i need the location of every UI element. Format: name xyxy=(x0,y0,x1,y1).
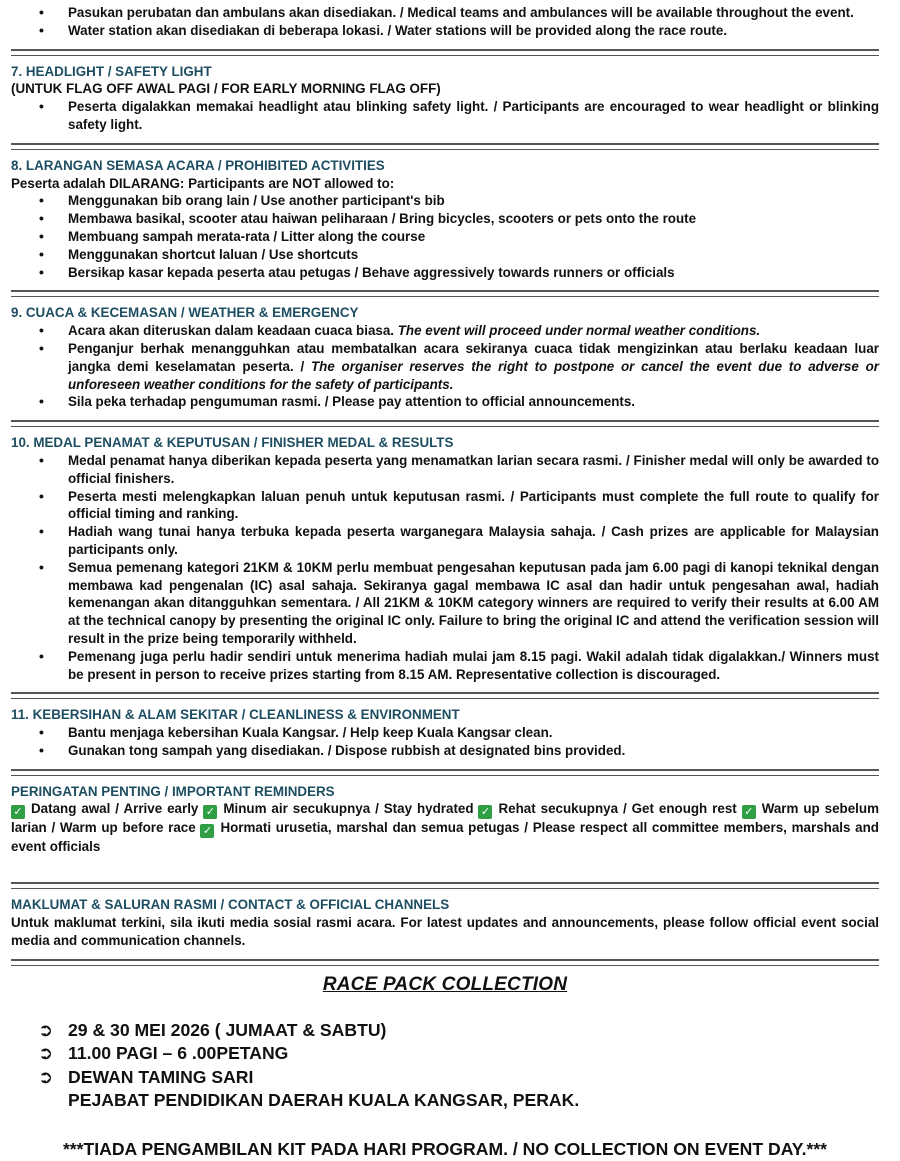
section-intro: Peserta adalah DILARANG: Participants are NOT allowed to: xyxy=(11,175,395,191)
reminder-item: Warm up sebelum larian / Warm up before race xyxy=(11,801,879,836)
list-item: • Peserta mesti melengkapkan laluan penuh untuk keputusan rasmi. / Participants must complete the full route to qualify for official timing and ranking. xyxy=(11,488,879,524)
reminder-item: Datang awal / Arrive early xyxy=(31,801,199,817)
section-headlight xyxy=(11,63,879,134)
list-item: • Gunakan tong sampah yang disediakan. / Dispose rubbish at designated bins provided. xyxy=(11,742,879,760)
bullet-list xyxy=(11,724,879,760)
reminder-item: Hormati urusetia, marshal dan semua petugas / Please respect all committee members, marshals and event officials xyxy=(11,820,879,855)
list-item-ms: Penganjur berhak menangguhkan atau membatalkan acara sekiranya cuaca tidak mengizinkan atau berlaku keadaan luar jangka demi keselamatan peserta. / xyxy=(68,340,879,374)
section-divider xyxy=(11,420,879,427)
section-cleanliness xyxy=(11,706,879,759)
section-weather xyxy=(11,304,879,411)
arrow-right-icon: ➲ xyxy=(38,1043,54,1064)
list-item-ms: Acara akan diteruskan dalam keadaan cuaca biasa. xyxy=(68,323,395,339)
check-mark-icon: ✓ xyxy=(200,824,214,838)
section-divider xyxy=(11,49,879,56)
list-item: • Hadiah wang tunai hanya terbuka kepada peserta warganegara Malaysia sahaja. / Cash prizes are applicable for Malaysian participants only. xyxy=(11,523,879,559)
bullet-list xyxy=(11,98,879,134)
list-item: • Membuang sampah merata-rata / Litter along the course xyxy=(11,228,879,246)
list-item: • Semua pemenang kategori 21KM & 10KM perlu membuat pengesahan keputusan pada jam 6.00 pagi di kanopi teknikal dengan membawa kad pengenalan (IC) asal sahaja. Sekiranya gagal membawa IC asal dan hadir untuk pengesahan awal, hadiah kemenangan akan ditangguhkan sementara. / All 21KM & 10KM category winners are required to verify their results at 6.00 AM at the technical canopy by presenting the original IC only. Failure to bring the original IC and attend the verification session will result in the prize being temporarily withheld. xyxy=(11,559,879,648)
section-title: 9. CUACA & KECEMASAN / WEATHER & EMERGENCY xyxy=(11,305,359,321)
list-item-en: The organiser reserves the right to postpone or cancel the event due to adverse or unforeseen weather conditions for the safety of participants. xyxy=(68,358,879,392)
arrow-right-icon: ➲ xyxy=(38,1019,54,1040)
section-title: PERINGATAN PENTING / IMPORTANT REMINDERS xyxy=(11,783,335,799)
bullet-list xyxy=(11,322,879,411)
reminder-item: Rehat secukupnya / Get enough rest xyxy=(498,801,737,817)
section-divider xyxy=(11,882,879,889)
reminder-list xyxy=(11,800,879,856)
list-item-en: The event will proceed under normal weather conditions. xyxy=(397,323,761,339)
check-mark-icon: ✓ xyxy=(203,805,217,819)
list-item: • Membawa basikal, scooter atau haiwan peliharaan / Bring bicycles, scooters or pets onto the route xyxy=(11,210,879,228)
list-item: • Medal penamat hanya diberikan kepada peserta yang menamatkan larian secara rasmi. / Finisher medal will only be awarded to official finishers. xyxy=(11,452,879,488)
section-subtitle: (UNTUK FLAG OFF AWAL PAGI / FOR EARLY MORNING FLAG OFF) xyxy=(11,81,441,97)
section-prohibited xyxy=(11,157,879,282)
section-divider xyxy=(11,143,879,150)
race-pack-venue-address: PEJABAT PENDIDIKAN DAERAH KUALA KANGSAR, PERAK. xyxy=(68,1090,580,1111)
race-pack-title: RACE PACK COLLECTION xyxy=(322,973,568,995)
section-divider xyxy=(11,692,879,699)
section-title: MAKLUMAT & SALURAN RASMI / CONTACT & OFFICIAL CHANNELS xyxy=(11,897,450,913)
section-reminders xyxy=(11,783,879,857)
list-item: • Menggunakan shortcut laluan / Use shortcuts xyxy=(11,246,879,264)
section-title: 10. MEDAL PENAMAT & KEPUTUSAN / FINISHER MEDAL & RESULTS xyxy=(11,435,454,451)
arrow-right-icon: ➲ xyxy=(38,1066,54,1087)
bullet-list xyxy=(11,452,879,683)
section-title: 11. KEBERSIHAN & ALAM SEKITAR / CLEANLINESS & ENVIRONMENT xyxy=(11,707,460,723)
list-item: • Bantu menjaga kebersihan Kuala Kangsar. / Help keep Kuala Kangsar clean. xyxy=(11,724,879,742)
race-pack-venue xyxy=(11,1066,879,1090)
bullet-list xyxy=(11,192,879,281)
list-item: • Sila peka terhadap pengumuman rasmi. / Please pay attention to official announcements. xyxy=(11,393,879,411)
check-mark-icon: ✓ xyxy=(478,805,492,819)
race-pack-note: ***TIADA PENGAMBILAN KIT PADA HARI PROGRAM. / NO COLLECTION ON EVENT DAY.*** xyxy=(62,1138,828,1159)
list-item xyxy=(11,322,879,340)
list-item: • Bersikap kasar kepada peserta atau petugas / Behave aggressively towards runners or officials xyxy=(11,264,879,282)
race-pack-venue-line1: DEWAN TAMING SARI xyxy=(68,1066,254,1087)
section-divider xyxy=(11,290,879,297)
list-item xyxy=(11,340,879,393)
list-item: • Pemenang juga perlu hadir sendiri untuk menerima hadiah mulai jam 8.15 pagi. Wakil adalah tidak digalakkan./ Winners must be present in person to receive prizes starting from 8.15 AM. Representative collection is discouraged. xyxy=(11,648,879,684)
contact-text: Untuk maklumat terkini, sila ikuti media sosial rasmi acara. For latest updates and announcements, please follow official event social media and communication channels. xyxy=(11,915,879,948)
section-contact xyxy=(11,896,879,949)
top-bullet-list xyxy=(11,4,879,40)
section-divider xyxy=(11,959,879,966)
section-medal-results xyxy=(11,434,879,683)
race-pack-time xyxy=(11,1042,879,1066)
section-race-pack xyxy=(11,973,879,1161)
document-page xyxy=(11,4,879,1161)
section-title: 7. HEADLIGHT / SAFETY LIGHT xyxy=(11,63,212,79)
list-item: • Peserta digalakkan memakai headlight atau blinking safety light. / Participants are encouraged to wear headlight or blinking safety light. xyxy=(11,98,879,134)
list-item: • Pasukan perubatan dan ambulans akan disediakan. / Medical teams and ambulances will be available throughout the event. xyxy=(11,4,879,22)
check-mark-icon: ✓ xyxy=(11,805,25,819)
reminder-item: Minum air secukupnya / Stay hydrated xyxy=(223,801,474,817)
section-divider xyxy=(11,769,879,776)
race-pack-time-text: 11.00 PAGI – 6 .00PETANG xyxy=(68,1043,289,1064)
race-pack-date xyxy=(11,1019,879,1043)
race-pack-date-text: 29 & 30 MEI 2026 ( JUMAAT & SABTU) xyxy=(68,1019,387,1040)
race-pack-details xyxy=(11,1019,879,1113)
list-item: • Menggunakan bib orang lain / Use another participant's bib xyxy=(11,192,879,210)
check-mark-icon: ✓ xyxy=(742,805,756,819)
section-title: 8. LARANGAN SEMASA ACARA / PROHIBITED ACTIVITIES xyxy=(11,157,385,173)
list-item: • Water station akan disediakan di beberapa lokasi. / Water stations will be provided along the race route. xyxy=(11,22,879,40)
